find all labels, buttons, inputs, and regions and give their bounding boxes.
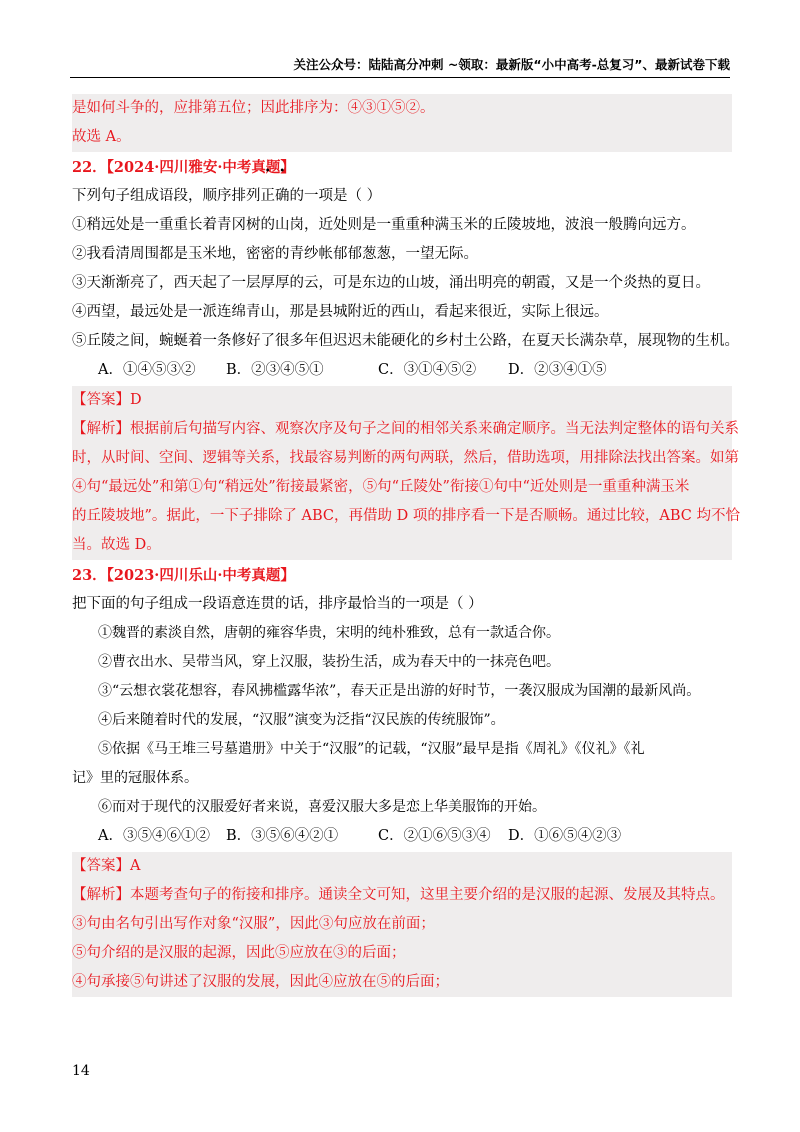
page-content xyxy=(72,93,740,998)
q23-stem: 把下面的句子组成一段语意连贯的话，排序最恰当的一项是（ ） xyxy=(72,596,483,612)
q22-analysis-line-3: ④句“最远处”和第①句“稍远处”衔接最紧密，⑤句“丘陵处”衔接①句中“近处则是一重重种满玉米 xyxy=(72,479,690,495)
q22-sentence-4: ④西望，最远处是一派连绵青山，那是县城附近的西山，看起来很近，实际上很远。 xyxy=(72,304,609,320)
q22-sentence-2: ②我看清周围都是玉米地，密密的青纱帐郁郁葱葱，一望无际。 xyxy=(72,246,478,262)
q22-sentence-5: ⑤丘陵之间，蜿蜒着一条修好了很多年但迟迟未能硬化的乡村土公路，在夏天长满杂草，展现物的生机。 xyxy=(72,333,739,349)
q23-analysis-line-2: ③句由名句引出写作对象“汉服”，因此③句应放在前面； xyxy=(72,916,435,932)
q22-title: 22．【2024·四川雅安·中考真题】 xyxy=(72,159,295,176)
q23-options xyxy=(72,822,732,851)
q23-analysis-line-1: 【解析】本题考查句子的衔接和排序。通读全文可知，这里主要介绍的是汉服的起源、发展及其特点。 xyxy=(72,887,725,903)
q23-analysis-line-4: ④句承接⑤句讲述了汉服的发展，因此④应放在⑤的后面； xyxy=(72,974,449,990)
page-number: 14 xyxy=(72,1063,90,1079)
q22-options xyxy=(72,356,732,385)
q23-answer: 【答案】A xyxy=(72,858,141,874)
q23-sentence-5-cont: 记》里的冠服体系。 xyxy=(72,770,198,786)
q23-option-a: A．③⑤④⑥①② xyxy=(98,828,210,844)
q23-sentence-3: ③“云想衣裳花想容，春风拂槛露华浓”，春天正是出游的好时节，一袭汉服成为国潮的最新风尚。 xyxy=(98,683,701,699)
q22-emph-char-2: 确 xyxy=(275,188,290,204)
q22-option-c: C．③①④⑤② xyxy=(378,362,477,378)
q23-option-c: C．②①⑥⑤③④ xyxy=(378,828,491,844)
q22-stem-post: 的一项是（ ） xyxy=(289,188,382,204)
q22-option-a: A．①④⑤③② xyxy=(98,362,196,378)
q22-answer-block xyxy=(72,386,740,560)
q22-emph-char-1: 正 xyxy=(260,188,275,204)
q22-sentence-3: ③天渐渐亮了，西天起了一层厚厚的云，可是东边的山坡，涌出明亮的朝霞，又是一个炎热的夏日。 xyxy=(72,275,710,291)
q23-answer-block xyxy=(72,852,732,997)
q22-answer: 【答案】D xyxy=(72,392,142,408)
q23-title: 23．【2023·四川乐山·中考真题】 xyxy=(72,567,295,584)
q22-stem-pre: 下列句子组成语段，顺序排列 xyxy=(72,188,261,204)
q23-sentence-6: ⑥而对于现代的汉服爱好者来说，喜爱汉服大多是恋上华美服饰的开始。 xyxy=(98,799,546,815)
prev-answer-line: 故选 A。 xyxy=(72,129,131,145)
q23-sentence-4: ④后来随着时代的发展，“汉服”演变为泛指“汉民族的传统服饰”。 xyxy=(98,712,505,728)
q23-analysis-line-3: ⑤句介绍的是汉服的起源，因此⑤应放在③的后面； xyxy=(72,945,406,961)
q23-option-d: D．①⑥⑤④②③ xyxy=(508,828,622,844)
q22-stem xyxy=(72,182,732,211)
q23-sentence-5: ⑤依据《马王堆三号墓遣册》中关于“汉服”的记载，“汉服”最早是指《周礼》《仪礼》《礼 xyxy=(98,741,645,757)
q22-analysis-line-4: 的丘陵坡地”。据此，一下子排除了 ABC，再借助 D 项的排序看一下是否顺畅。通过比较，ABC 均不恰 xyxy=(72,508,740,524)
q22-option-d: D．②③④①⑤ xyxy=(508,362,607,378)
q23-option-b: B．③⑤⑥④②① xyxy=(226,828,339,844)
q22-analysis-line-2: 时，从时间、空间、逻辑等关系，找最容易判断的两句两联，然后，借助选项，用排除法找出答案。如第 xyxy=(72,450,739,466)
q22-sentence-1: ①稍远处是一重重长着青冈树的山岗，近处则是一重重种满玉米的丘陵坡地，波浪一般腾向远方。 xyxy=(72,217,696,233)
q23-sentence-2: ②曹衣出水、吴带当风，穿上汉服，装扮生活，成为春天中的一抹亮色吧。 xyxy=(98,654,560,670)
prev-analysis-block xyxy=(72,94,732,152)
q22-analysis-line-5: 当。故选 D。 xyxy=(72,537,161,553)
page-header: 关注公众号：陆陆高分冲刺 ~领取：最新版“小中高考-总复习”、最新试卷下载 xyxy=(293,57,730,72)
q22-analysis-line-1: 【解析】根据前后句描写内容、观察次序及句子之间的相邻关系来确定顺序。当无法判定整体的语句关系 xyxy=(72,421,739,437)
q23-sentence-1: ①魏晋的素淡自然，唐朝的雍容华贵，宋明的纯朴雅致，总有一款适合你。 xyxy=(98,625,560,641)
prev-analysis-line: 是如何斗争的，应排第五位；因此排序为：④③①⑤②。 xyxy=(72,100,435,116)
header-rule xyxy=(70,77,730,78)
q22-option-b: B．②③④⑤① xyxy=(226,362,324,378)
